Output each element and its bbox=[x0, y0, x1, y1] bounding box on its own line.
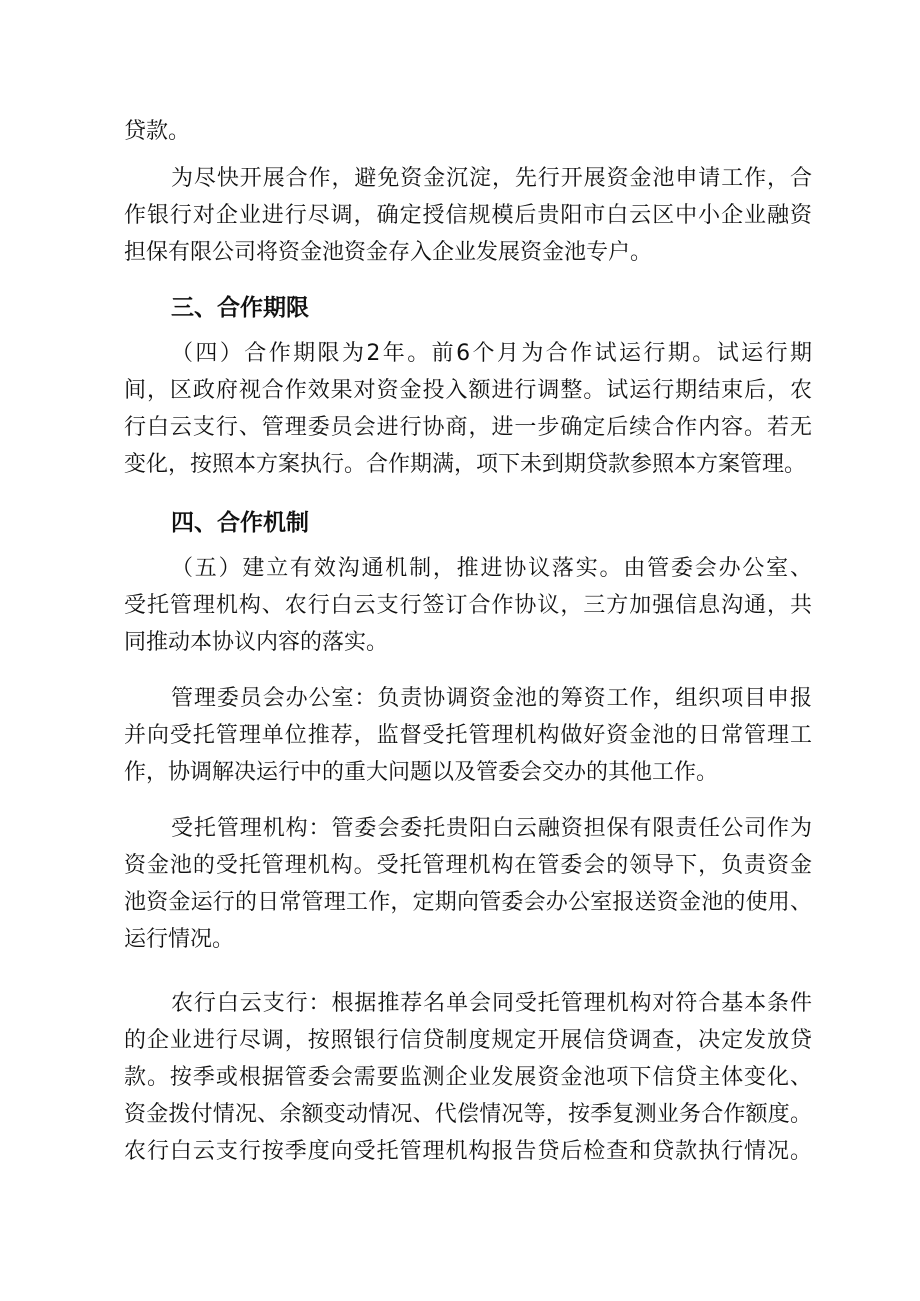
text-line: 池资金运行的日常管理工作，定期向管委会办公室报送资金池的使用、 bbox=[124, 890, 812, 915]
text-line: 资金拨付情况、余额变动情况、代偿情况等，按季复测业务合作额度。 bbox=[124, 1102, 812, 1127]
text-line: 受托管理机构、农行白云支行签订合作协议，三方加强信息沟通，共 bbox=[124, 593, 812, 618]
text-line: 资金池的受托管理机构。受托管理机构在管委会的领导下，负责资金 bbox=[124, 853, 812, 878]
section-heading-period: 三、合作期限 bbox=[171, 295, 309, 321]
text-line: 农行白云支行：根据推荐名单会同受托管理机构对符合基本条件 bbox=[171, 991, 812, 1016]
paragraph-continuation bbox=[124, 113, 812, 150]
paragraph-trustee bbox=[124, 810, 812, 958]
text-line: 并向受托管理单位推荐，监督受托管理机构做好资金池的日常管理工 bbox=[124, 723, 812, 748]
paragraph-management-office bbox=[124, 680, 812, 791]
text-line: 担保有限公司将资金池资金存入企业发展资金池专户。 bbox=[124, 240, 653, 265]
text-line: 间，区政府视合作效果对资金投入额进行调整。试运行期结束后，农 bbox=[124, 378, 812, 403]
text-line: 作，协调解决运行中的重大问题以及管委会交办的其他工作。 bbox=[124, 760, 719, 785]
text-line: 为尽快开展合作，避免资金沉淀，先行开展资金池申请工作，合 bbox=[171, 166, 812, 191]
text-line: 行白云支行、管理委员会进行协商，进一步确定后续合作内容。若无 bbox=[124, 415, 812, 440]
text-line: 运行情况。 bbox=[124, 927, 235, 952]
text-line: （四）合作期限为2年。前6个月为合作试运行期。试运行期 bbox=[171, 341, 812, 366]
section-heading-mechanism: 四、合作机制 bbox=[171, 510, 309, 536]
text-line: 变化，按照本方案执行。合作期满，项下未到期贷款参照本方案管理。 bbox=[124, 452, 807, 477]
text-line: 的企业进行尽调，按照银行信贷制度规定开展信贷调查，决定发放贷 bbox=[124, 1028, 812, 1053]
text-line: 同推动本协议内容的落实。 bbox=[124, 630, 389, 655]
text-line: 贷款。 bbox=[124, 119, 191, 144]
text-line: 款。按季或根据管委会需要监测企业发展资金池项下信贷主体变化、 bbox=[124, 1065, 812, 1090]
text-line: 管理委员会办公室：负责协调资金池的筹资工作，组织项目申报 bbox=[171, 686, 812, 711]
paragraph-cooperation-start bbox=[124, 160, 812, 271]
text-line: 作银行对企业进行尽调，确定授信规模后贵阳市白云区中小企业融资 bbox=[124, 203, 812, 228]
text-line: 农行白云支行按季度向受托管理机构报告贷后检查和贷款执行情况。 bbox=[124, 1139, 812, 1164]
paragraph-communication bbox=[124, 550, 812, 661]
paragraph-bank-branch bbox=[124, 985, 812, 1170]
text-line: 受托管理机构：管委会委托贵阳白云融资担保有限责任公司作为 bbox=[171, 816, 812, 841]
text-line: （五）建立有效沟通机制，推进协议落实。由管委会办公室、 bbox=[171, 556, 812, 581]
paragraph-cooperation-period bbox=[124, 335, 812, 483]
